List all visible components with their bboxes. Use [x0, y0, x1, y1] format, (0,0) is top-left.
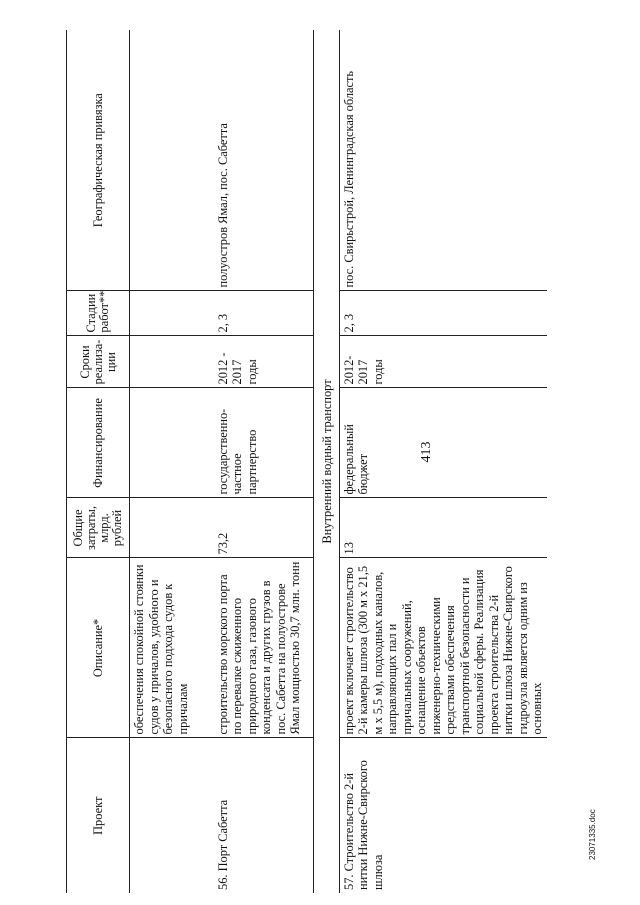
cell-stages: 2, 3 — [339, 291, 547, 336]
cell-description: обеспечения спокойной стоянки судов у причалов, удобного и безопасного подхода судов к причалам — [130, 558, 214, 738]
cell-cost — [130, 498, 214, 558]
header-geo: Географическая привязка — [67, 30, 130, 291]
projects-table — [66, 30, 547, 893]
cell-financing — [130, 388, 214, 498]
table-row — [339, 30, 547, 893]
header-row — [67, 30, 130, 893]
section-row — [314, 30, 340, 893]
cell-financing: государственно-частное партнерство — [214, 388, 314, 498]
cell-project: 57. Строительство 2-й нитки Нижне-Свирского шлюза — [339, 738, 547, 893]
cell-geo — [130, 30, 214, 291]
cell-geo: пос. Свирьстрой, Ленинградская область — [339, 30, 547, 291]
header-stages: Стадии работ** — [67, 291, 130, 336]
page-number: 413 — [419, 441, 434, 463]
cell-project — [130, 738, 214, 893]
table-row — [130, 30, 214, 893]
cell-financing: федеральный бюджет — [339, 388, 547, 498]
section-title: Внутренний водный транспорт — [314, 30, 340, 893]
header-period: Сроки реализа-ции — [67, 336, 130, 388]
header-financing: Финансирование — [67, 388, 130, 498]
cell-geo: полуостров Ямал, пос. Сабетта — [214, 30, 314, 291]
cell-period: 2012 - 2017 годы — [214, 336, 314, 388]
footer-doc-code: 23071335.doc — [588, 809, 597, 860]
cell-cost: 13 — [339, 498, 547, 558]
cell-project: 56. Порт Сабетта — [214, 738, 314, 893]
cell-description: строительство морского порта по перевалке сжиженного природного газа, газового конденсата и других грузов в пос. Сабетта на полуострове Ямал мощностью 30,7 млн. тонн — [214, 558, 314, 738]
header-cost: Общие затраты, млрд. рублей — [67, 498, 130, 558]
cell-description: проект включает строительство 2-й камеры шлюза (300 м x 21,5 м x 5,5 м), подходных каналов, направляющих пал и причальных сооружений, оснащение объектов инженерно-техническими средствами обеспечения транспортной безопасности и социальной сферы. Реализация проекта строительства 2-й нитки шлюза Нижне-Свирского гидроузла является одним из основных — [339, 558, 547, 738]
cell-stages — [130, 291, 214, 336]
header-project: Проект — [67, 738, 130, 893]
header-description: Описание* — [67, 558, 130, 738]
cell-period — [130, 336, 214, 388]
cell-stages: 2, 3 — [214, 291, 314, 336]
table-row — [214, 30, 314, 893]
cell-cost: 73,2 — [214, 498, 314, 558]
cell-period: 2012- 2017 годы — [339, 336, 547, 388]
